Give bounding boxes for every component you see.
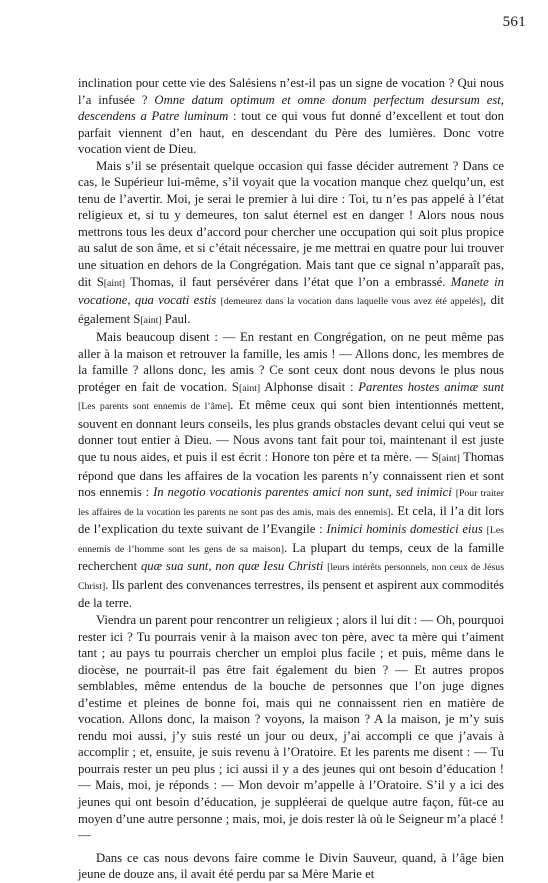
text-run: Dans ce cas nous devons faire comme le Divin Sauveur, quand, à l’âge bien jeune de douze ans, il avait été perdu par sa Mère Marie et [78,850,504,882]
bracket-note: [leurs intérêts personnels, non ceux de Jésus Christ] [78,562,505,592]
paragraph [78,75,504,158]
text-run: . Et même ceux qui sont bien intentionnés mettent, souvent en donnant leurs conseils, les plus grands obstacles devant celui qui veut se donner tout entier à Dieu. — Nous avons tant fait pour toi, maintenant il est juste que tu nous aides, et puis il est écrit : Honore ton père et ta mère. — S [78,398,504,465]
text-run: . Ils parlent des convenances terrestres, ils pensent et aspirent aux commodités de la terre. [78,577,504,611]
paragraph [78,850,504,883]
text-run: inclination pour cette vie des Salésiens n’est-il pas un signe de vocation ? Qui nous l’a infusée ? [78,76,504,107]
text-run: Viendra un parent pour rencontrer un religieux ; alors il lui dit : — Oh, pourquoi rester ici ? Tu pourrais venir à la maison avec ton père, avec ta mère qui t’aiment tant ; au pays tu pourrais chercher un emploi plus facile ; et puis, même dans le diocèse, ne pourrait-il pas être fait également du bien ? — Et autres propos semblables, même entendus de la bouche de personnes que l’on juge dignes d’estime et pleines de bonne foi, mais qui ne connaissent rien en matière de vocation. Allons donc, la maison ? voyons, la maison ? A la maison, je m’y suis rendu moi aussi, j’y suis resté un jour ou deux, j’ai accompli ce que j’avais à accomplir ; et, ensuite, je suis revenu à l’Oratoire. Et les parents me disent : — Tu pourrais rester un peu plus ; ici aussi il y a des jeunes qui ont besoin d’éducation ! — Mais, moi, je réponds : — Mon devoir m’appelle à l’Oratoire. S’il y a ici des jeunes qui ont besoin d’éducation, je suppléerai de quelque autre façon, fût-ce au moyen d’une autre personne ; mais, moi, je dois rester là où le Seigneur m’a placé ! — [78,612,504,843]
text-run: . Et cela, il l’a dit lors de l’explication du texte suivant de l’Evangile : [78,503,504,537]
text-run: Thomas, il faut persévérer dans l’état que l’on a embrassé. [124,274,451,289]
paragraph [78,158,504,329]
bracket-note: [aint] [238,382,261,394]
text-run: Thomas répond que dans les affaires de la vocation les parents n’y connaissent rien et sont nos ennemis : [78,450,504,500]
bracket-note: [Les parents sont ennemis de l’âme] [78,401,231,413]
body-text [78,75,504,883]
latin-quote: Inimici hominis domestici eius [326,522,483,537]
text-run: . La plupart du temps, ceux de la famille recherchent [78,540,504,574]
paragraph [78,612,504,844]
text-run: Mais beaucoup disent : — En restant en Congrégation, on ne peut même pas aller à la maison et retrouver la famille, les amis ! — Allons donc, les membres de la famille ? allons donc, les amis ? Ce sont ceux dont nous devons le plus nous protéger en fait de vocation. S [78,330,504,394]
bracket-note: [aint] [103,277,125,289]
latin-quote: Parentes hostes animæ sunt [358,379,504,394]
bracket-note: [Les ennemis de l’homme sont les gens de sa maison] [78,525,504,555]
bracket-note: [Pour traiter les affaires de la vocation les parents ne sont pas des amis, mais des ennemis] [78,488,505,518]
latin-quote: Omne datum optimum et omne donum perfectum desursum est, descendens a Patre luminum [78,92,504,124]
text-run: : tout ce qui vous fut donné d’excellent et tout don parfait viennent d’en haut, en descendant du Père des lumières. Donc votre vocation vient de Dieu. [78,109,504,157]
page-number: 561 [502,14,526,30]
bracket-note: [aint] [140,314,162,326]
text-run: Mais s’il se présentait quelque occasion qui fasse décider autrement ? Dans ce cas, le Supérieur lui-même, s’il voyait que la vocation manque chez quelqu’un, est tenu de l’avertir. Moi, je serai le premier à lui dire : Toi, tu n’es pas appelé à l’état religieux et, si tu y demeures, ton salut éternel est en danger ! Alors nous nous mettrons tous les deux d’accord pour chercher une occupation qui soit plus propice au salut de son âme, et si c’était nécessaire, je me mettrai en quatre pour lui trouver une situation en dehors de la Congrégation. Mais tant que ce signal n’apparaît pas, dit S [78,158,504,289]
text-run: Paul. [161,311,191,326]
paragraph [78,329,504,612]
text-run: , dit également S [78,293,504,326]
text-run: Alphonse disait : [260,379,359,394]
bracket-note: [demeurez dans la vocation dans laquelle vous avez été appelés] [220,296,484,308]
latin-quote: Manete in vocatione, qua vocati estis [78,274,504,308]
bracket-note: [aint] [438,453,460,465]
latin-quote: In negotio vocationis parentes amici non sunt, sed inimici [153,485,452,500]
latin-quote: quæ sua sunt, non quæ Iesu Christi [140,559,324,574]
